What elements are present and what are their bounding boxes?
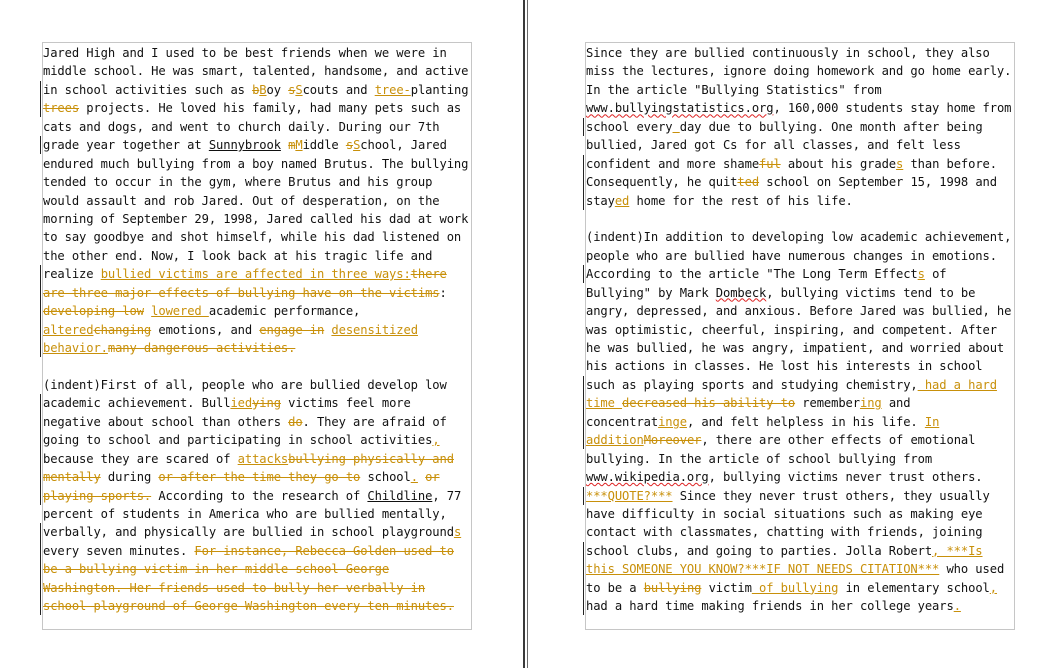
text-run: Bullying" by Mark: [586, 285, 716, 300]
inserted-text: behavior.: [43, 341, 108, 355]
inserted-text: ,: [432, 433, 440, 448]
text-run: couts and: [302, 82, 375, 97]
deleted-text: or after the time they go to: [158, 470, 361, 485]
text-line: [43, 505, 471, 523]
text-line: [586, 560, 1014, 578]
text-line: [586, 210, 1014, 228]
text-line: [43, 284, 471, 302]
text-run: during: [100, 470, 159, 485]
change-bar: [583, 542, 584, 615]
text-line: [586, 597, 1014, 615]
text-line: [43, 376, 471, 394]
text-line: [586, 62, 1014, 80]
document-page-right: [530, 0, 1052, 668]
misspelled-word: www.wikipedia.org: [586, 470, 709, 485]
page-divider: [522, 0, 530, 668]
text-run: would assault and rob Jared. Out of desperation, on the: [43, 193, 440, 208]
misspelled-word: www.bullyingstatistics.org: [586, 101, 774, 116]
deleted-text: engage in: [259, 322, 325, 337]
text-line: [43, 597, 471, 615]
text-line: [586, 192, 1014, 210]
text-run: who used: [939, 562, 1005, 577]
deleted-text: ying: [252, 396, 281, 411]
text-run: , and felt helpless in his life.: [686, 414, 925, 429]
text-line: [586, 357, 1014, 375]
deleted-text: decreased his ability to: [622, 396, 796, 411]
text-run: going to school and participating in school activities: [43, 433, 433, 448]
text-run: the other end. Now, I look back at his tragic life and: [43, 248, 433, 263]
deleted-text: ful: [759, 156, 781, 171]
text-run: percent of students in America who are bullied mentally,: [43, 506, 447, 521]
text-line: [586, 339, 1014, 357]
text-line: [586, 81, 1014, 99]
deleted-text: there: [410, 267, 447, 282]
inserted-text: addition: [586, 433, 644, 448]
change-bar: [583, 265, 584, 283]
deleted-text: changing: [93, 322, 152, 337]
text-line: [43, 468, 471, 486]
text-run: iddle: [302, 138, 346, 153]
text-line: [586, 394, 1014, 412]
inserted-text: of bullying: [751, 580, 839, 595]
text-run: school every: [586, 119, 673, 134]
text-run: than before.: [903, 156, 997, 171]
text-run: bullying. In the article of school bullying from: [586, 451, 933, 466]
inserted-text: S: [295, 82, 303, 97]
text-line: [586, 265, 1014, 283]
deleted-text: b: [252, 82, 260, 97]
text-line: [586, 376, 1014, 394]
text-line: [43, 44, 471, 62]
text-run: had a hard time making friends in her college years: [586, 599, 954, 614]
inserted-text: ied: [230, 396, 253, 411]
inserted-text: S: [353, 138, 361, 153]
inserted-text: lowered: [151, 304, 209, 319]
text-run: to say goodbye and shot himself, while his dad listened on: [43, 230, 462, 245]
text-run: concentrat: [586, 414, 659, 429]
change-bar: [40, 265, 41, 357]
text-run: stay: [586, 193, 615, 208]
inserted-text: M: [295, 138, 303, 153]
text-run: have difficulty in social situations such as making eye: [586, 506, 983, 521]
inserted-text: [673, 120, 680, 134]
text-line: [43, 413, 471, 431]
text-line: [586, 302, 1014, 320]
change-bar: [583, 118, 584, 136]
text-run: victim: [701, 580, 752, 595]
text-run: and: [881, 396, 911, 411]
text-run: middle school. He was smart, talented, handsome, and active: [43, 64, 469, 79]
text-run: school: [360, 470, 411, 485]
change-bar: [40, 523, 41, 615]
inserted-text: ,: [989, 580, 997, 595]
text-line: [586, 155, 1014, 173]
deleted-text: playing sports.: [43, 488, 152, 503]
text-run: verbally, and physically are bullied in school playground: [43, 525, 454, 540]
text-line: [43, 62, 471, 80]
text-line: [586, 487, 1014, 505]
inserted-text: s: [917, 267, 925, 282]
text-run: every seven minutes.: [43, 543, 195, 558]
text-line: [43, 247, 471, 265]
text-line: [43, 339, 471, 357]
change-bar: [40, 394, 41, 505]
text-run: was optimistic, cheerful, inspiring, and competent. After: [586, 322, 997, 337]
text-run: angry, depressed, and anxious. Before Jared was bullied, he: [586, 304, 1012, 319]
text-run: school clubs, and going to parties. Jolla Robert: [586, 543, 933, 558]
text-run: in elementary school: [838, 580, 990, 595]
text-line: [586, 413, 1014, 431]
inserted-text: ed: [614, 193, 630, 208]
text-run: tended to occur in the gym, where Brutus and his group: [43, 175, 433, 190]
text-line: [586, 450, 1014, 468]
text-line: [43, 210, 471, 228]
deleted-text: school playground of George Washington every ten minutes.: [43, 599, 454, 614]
text-run: contact with classmates, chatting with friends, joining: [586, 525, 983, 540]
inserted-text: , ***Is: [932, 543, 983, 558]
text-run: oy: [266, 82, 289, 97]
text-line: [586, 284, 1014, 302]
change-bar: [40, 81, 41, 117]
inserted-text: this SOMEONE YOU KNOW?***IF NOT NEEDS CITATION***: [586, 562, 940, 577]
text-run: endured much bullying from a boy named Brutus. The bullying: [43, 156, 469, 171]
inserted-text: desensitized: [331, 322, 418, 337]
deleted-text: or: [425, 470, 440, 485]
inserted-text: tree-: [374, 82, 411, 97]
deleted-text: ted: [737, 175, 760, 190]
text-line: [586, 136, 1014, 154]
deleted-text: do: [288, 414, 303, 429]
deleted-text: developing low: [43, 304, 144, 319]
change-bar: [583, 376, 584, 449]
text-run: chool, Jared: [360, 138, 447, 153]
deleted-text: are three major effects of bullying have on the victims: [43, 285, 440, 300]
text-line: [43, 118, 471, 136]
deleted-text: be a bullying victim in her middle school George: [43, 562, 390, 577]
text-run: . They are afraid of: [302, 414, 447, 429]
inserted-text: had a hard: [917, 377, 997, 392]
deleted-text: mentally: [43, 470, 101, 485]
text-line: [43, 302, 471, 320]
change-bar: [583, 487, 584, 505]
text-run: remember: [802, 396, 860, 411]
text-run: Jared High and I used to be best friends when we were in: [43, 46, 447, 60]
text-line: [43, 542, 471, 560]
deleted-text: bullying: [643, 580, 702, 595]
text-run: about his grade: [780, 156, 897, 171]
text-area-right[interactable]: [585, 42, 1015, 630]
text-line: [586, 505, 1014, 523]
misspelled-word: Dombeck: [715, 285, 767, 300]
deleted-text: trees: [43, 101, 80, 116]
text-line: [43, 265, 471, 283]
deleted-text: s: [288, 82, 296, 97]
inserted-text: s: [896, 156, 904, 171]
text-line: [43, 450, 471, 468]
text-run: , bullying victims tend to be: [766, 285, 976, 300]
deleted-text: s: [345, 138, 354, 153]
text-run: :: [439, 285, 447, 300]
text-run: victims feel more: [280, 396, 411, 411]
deleted-text: For instance, Rebecca Golden used to: [194, 543, 454, 558]
text-run: of: [924, 267, 947, 282]
inserted-text: B: [259, 82, 267, 97]
text-run: because they are scared of: [43, 451, 238, 466]
text-line: [43, 560, 471, 578]
text-run: (indent)First of all, people who are bullied develop low: [43, 377, 447, 392]
inserted-text: ***QUOTE?***: [586, 488, 673, 503]
text-line: [43, 321, 471, 339]
text-run: school on September 15, 1998 and: [759, 175, 997, 190]
text-line: [43, 173, 471, 191]
text-line: [43, 192, 471, 210]
text-run: projects. He loved his family, had many pets such as: [79, 101, 462, 116]
text-run: , bullying victims never trust others.: [708, 470, 983, 485]
deleted-text: Moreover: [643, 433, 702, 448]
deleted-text: bullying physically and: [288, 451, 454, 466]
text-run: According to the article "The Long Term Effect: [586, 267, 918, 282]
text-run: morning of September 29, 1998, Jared called his dad at work: [43, 211, 469, 226]
inserted-text: s: [453, 525, 462, 540]
text-run: planting: [410, 82, 469, 97]
text-run: (indent)In addition to developing low academic achievement,: [586, 230, 1012, 245]
text-line: [43, 228, 471, 246]
text-run: his actions in classes. He lost his interests in school: [586, 359, 983, 374]
deleted-text: Washington. Her friends used to bully her verbally in: [43, 580, 426, 595]
document-page-left: [0, 0, 522, 668]
inserted-text: inge: [658, 414, 687, 429]
text-run: , there are other effects of emotional: [701, 433, 976, 448]
text-area-left[interactable]: [42, 42, 472, 630]
text-line: [586, 44, 1014, 62]
text-line: [586, 173, 1014, 191]
text-line: [586, 468, 1014, 486]
text-run: , 77: [432, 488, 462, 503]
text-run: confident and more shame: [586, 156, 760, 171]
text-run: negative about school than others: [43, 414, 289, 429]
deleted-text: m: [288, 138, 296, 153]
text-run: in school activities such as: [43, 82, 253, 97]
inserted-text: .: [953, 599, 961, 614]
deleted-text: many dangerous activities.: [107, 341, 296, 355]
text-line: [43, 579, 471, 597]
inserted-text: In: [924, 414, 940, 429]
change-bar: [40, 136, 41, 154]
inserted-text: altered: [43, 322, 94, 337]
text-line: [43, 99, 471, 117]
text-run: realize: [43, 267, 101, 282]
text-run: to be a: [586, 580, 644, 595]
change-bar: [583, 155, 584, 210]
inserted-text: bullied victims are affected in three ways:: [100, 267, 411, 282]
text-run: emotions, and: [151, 322, 260, 337]
text-line: [586, 99, 1014, 117]
text-line: [586, 431, 1014, 449]
text-line: [43, 136, 471, 154]
text-line: [43, 394, 471, 412]
underlined-word: Sunnybrook: [208, 138, 281, 153]
text-run: he was bullied, he was angry, impatient, and worried about: [586, 341, 1005, 355]
text-run: grade year together at: [43, 138, 209, 153]
text-run: bullied, Jared got Cs for all classes, and felt less: [586, 138, 961, 153]
text-run: cats and dogs, and went to church daily. During our 7th: [43, 119, 440, 134]
text-run: people who are bullied have numerous changes in emotions.: [586, 248, 997, 263]
text-line: [586, 228, 1014, 246]
inserted-text: time: [586, 396, 623, 411]
text-run: home for the rest of his life.: [629, 193, 853, 208]
text-line: [43, 487, 471, 505]
text-run: Since they are bullied continuously in school, they also: [586, 46, 990, 60]
text-line: [43, 81, 471, 99]
text-line: [586, 247, 1014, 265]
text-run: such as playing sports and studying chemistry,: [586, 377, 918, 392]
inserted-text: attacks: [237, 451, 289, 466]
text-line: [586, 321, 1014, 339]
text-line: [43, 523, 471, 541]
text-run: , 160,000 students stay home from: [773, 101, 1012, 116]
text-run: In the article "Bullying Statistics" from: [586, 82, 882, 97]
underlined-word: Childline: [367, 488, 433, 503]
inserted-text: .: [410, 470, 418, 485]
text-line: [43, 431, 471, 449]
text-line: [586, 523, 1014, 541]
text-line: [43, 155, 471, 173]
text-line: [586, 118, 1014, 136]
text-run: Since they never trust others, they usually: [672, 488, 990, 503]
text-line: [586, 542, 1014, 560]
text-run: academic performance,: [208, 304, 361, 319]
text-line: [43, 357, 471, 375]
inserted-text: ing: [859, 396, 882, 411]
text-run: According to the research of: [151, 488, 368, 503]
text-line: [586, 579, 1014, 597]
text-run: day due to bullying. One month after being: [679, 119, 983, 134]
text-run: Consequently, he quit: [586, 175, 738, 190]
text-run: academic achievement. Bull: [43, 396, 231, 411]
text-run: miss the lectures, ignore doing homework and go home early.: [586, 64, 1012, 79]
